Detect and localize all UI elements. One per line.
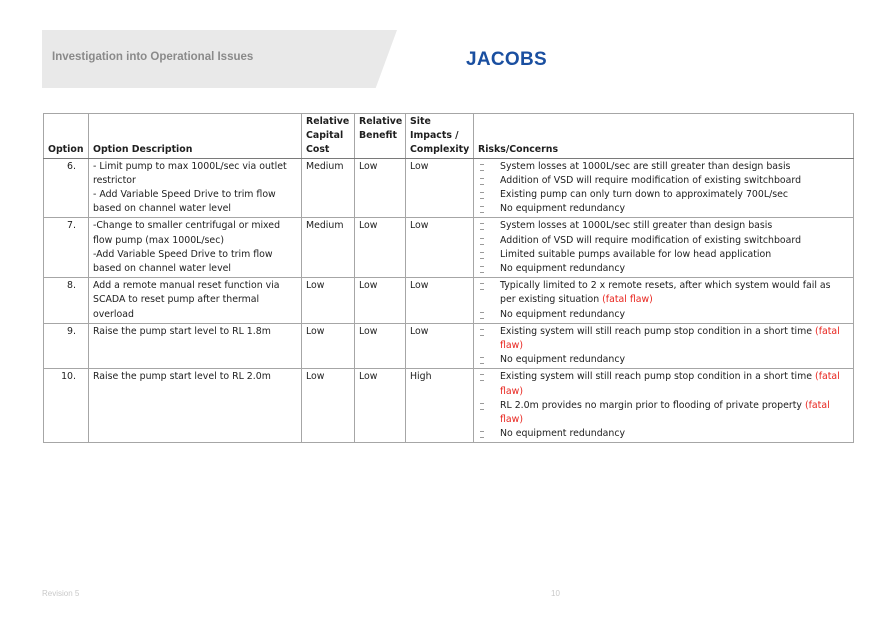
table-row — [44, 278, 854, 324]
bullet-icon — [480, 431, 484, 438]
header-option: Option — [44, 114, 89, 159]
document-title: Investigation into Operational Issues — [52, 51, 254, 63]
list-item: Existing system will still reach pump stop condition in a short time (fatal flaw) — [478, 325, 849, 353]
bullet-icon — [480, 178, 484, 185]
table-row — [44, 369, 854, 443]
table-row — [44, 218, 854, 278]
table-row — [44, 158, 854, 218]
relative-benefit: Low — [355, 278, 406, 324]
option-number: 7. — [44, 218, 89, 278]
revision-label: Revision 5 — [42, 589, 80, 598]
header-description: Option Description — [89, 114, 302, 159]
option-number: 6. — [44, 158, 89, 218]
list-item: RL 2.0m provides no margin prior to flooding of private property (fatal flaw) — [478, 399, 849, 427]
risks-concerns — [474, 323, 854, 369]
fatal-flaw-note: (fatal flaw) — [500, 371, 840, 397]
relative-benefit: Low — [355, 323, 406, 369]
list-item: System losses at 1000L/sec are still greater than design basis — [478, 160, 849, 174]
relative-cost: Medium — [302, 158, 355, 218]
bullet-icon — [480, 252, 484, 259]
option-description: Raise the pump start level to RL 1.8m — [89, 323, 302, 369]
table-row — [44, 323, 854, 369]
site-impacts: Low — [406, 218, 474, 278]
site-impacts: Low — [406, 278, 474, 324]
jacobs-logo: JACOBS — [466, 49, 547, 70]
list-item: No equipment redundancy — [478, 353, 849, 367]
option-number: 10. — [44, 369, 89, 443]
page-number: 10 — [551, 589, 560, 598]
list-item: Addition of VSD will require modification of existing switchboard — [478, 174, 849, 188]
fatal-flaw-note: (fatal flaw) — [500, 325, 840, 352]
risks-concerns — [474, 218, 854, 278]
risks-concerns — [474, 278, 854, 324]
fatal-flaw-note: (fatal flaw) — [500, 399, 830, 426]
bullet-icon — [480, 206, 484, 213]
option-number: 9. — [44, 323, 89, 369]
option-description: - Limit pump to max 1000L/sec via outlet restrictor - Add Variable Speed Drive to trim flow based on channel water level — [89, 158, 302, 218]
list-item: Existing pump can only turn down to approximately 700L/sec — [478, 188, 849, 202]
header-benefit: Relative Benefit — [355, 114, 406, 159]
relative-cost: Low — [302, 278, 355, 324]
relative-cost: Medium — [302, 218, 355, 278]
option-number: 8. — [44, 278, 89, 324]
options-table — [43, 113, 854, 443]
bullet-icon — [480, 329, 484, 336]
bullet-icon — [480, 403, 484, 410]
list-item: System losses at 1000L/sec still greater than design basis — [478, 219, 849, 233]
bullet-icon — [480, 238, 484, 245]
bullet-icon — [480, 374, 484, 381]
option-description: Raise the pump start level to RL 2.0m — [89, 369, 302, 443]
bullet-icon — [480, 357, 484, 364]
bullet-icon — [480, 283, 484, 290]
list-item: No equipment redundancy — [478, 308, 849, 322]
list-item: Existing system will still reach pump stop condition in a short time (fatal flaw) — [478, 370, 849, 398]
relative-cost: Low — [302, 369, 355, 443]
list-item: Typically limited to 2 x remote resets, after which system would fail as per existing situation (fatal flaw) — [478, 279, 849, 307]
risks-concerns — [474, 158, 854, 218]
list-item: Limited suitable pumps available for low head application — [478, 248, 849, 262]
header-risks: Risks/Concerns — [474, 114, 854, 159]
list-item: No equipment redundancy — [478, 427, 849, 441]
relative-benefit: Low — [355, 218, 406, 278]
bullet-icon — [480, 266, 484, 273]
list-item: Addition of VSD will require modification of existing switchboard — [478, 234, 849, 248]
bullet-icon — [480, 312, 484, 319]
site-impacts: Low — [406, 158, 474, 218]
header-cost: Relative Capital Cost — [302, 114, 355, 159]
relative-cost: Low — [302, 323, 355, 369]
list-item: No equipment redundancy — [478, 202, 849, 216]
relative-benefit: Low — [355, 158, 406, 218]
relative-benefit: Low — [355, 369, 406, 443]
list-item: No equipment redundancy — [478, 262, 849, 276]
fatal-flaw-note: (fatal flaw) — [602, 294, 653, 306]
site-impacts: High — [406, 369, 474, 443]
site-impacts: Low — [406, 323, 474, 369]
table-header-row — [44, 114, 854, 159]
header-impacts: Site Impacts / Complexity — [406, 114, 474, 159]
bullet-icon — [480, 223, 484, 230]
bullet-icon — [480, 192, 484, 199]
bullet-icon — [480, 164, 484, 171]
option-description: -Change to smaller centrifugal or mixed flow pump (max 1000L/sec) -Add Variable Speed Drive to trim flow based on channel water level — [89, 218, 302, 278]
risks-concerns — [474, 369, 854, 443]
option-description: Add a remote manual reset function via SCADA to reset pump after thermal overload — [89, 278, 302, 324]
